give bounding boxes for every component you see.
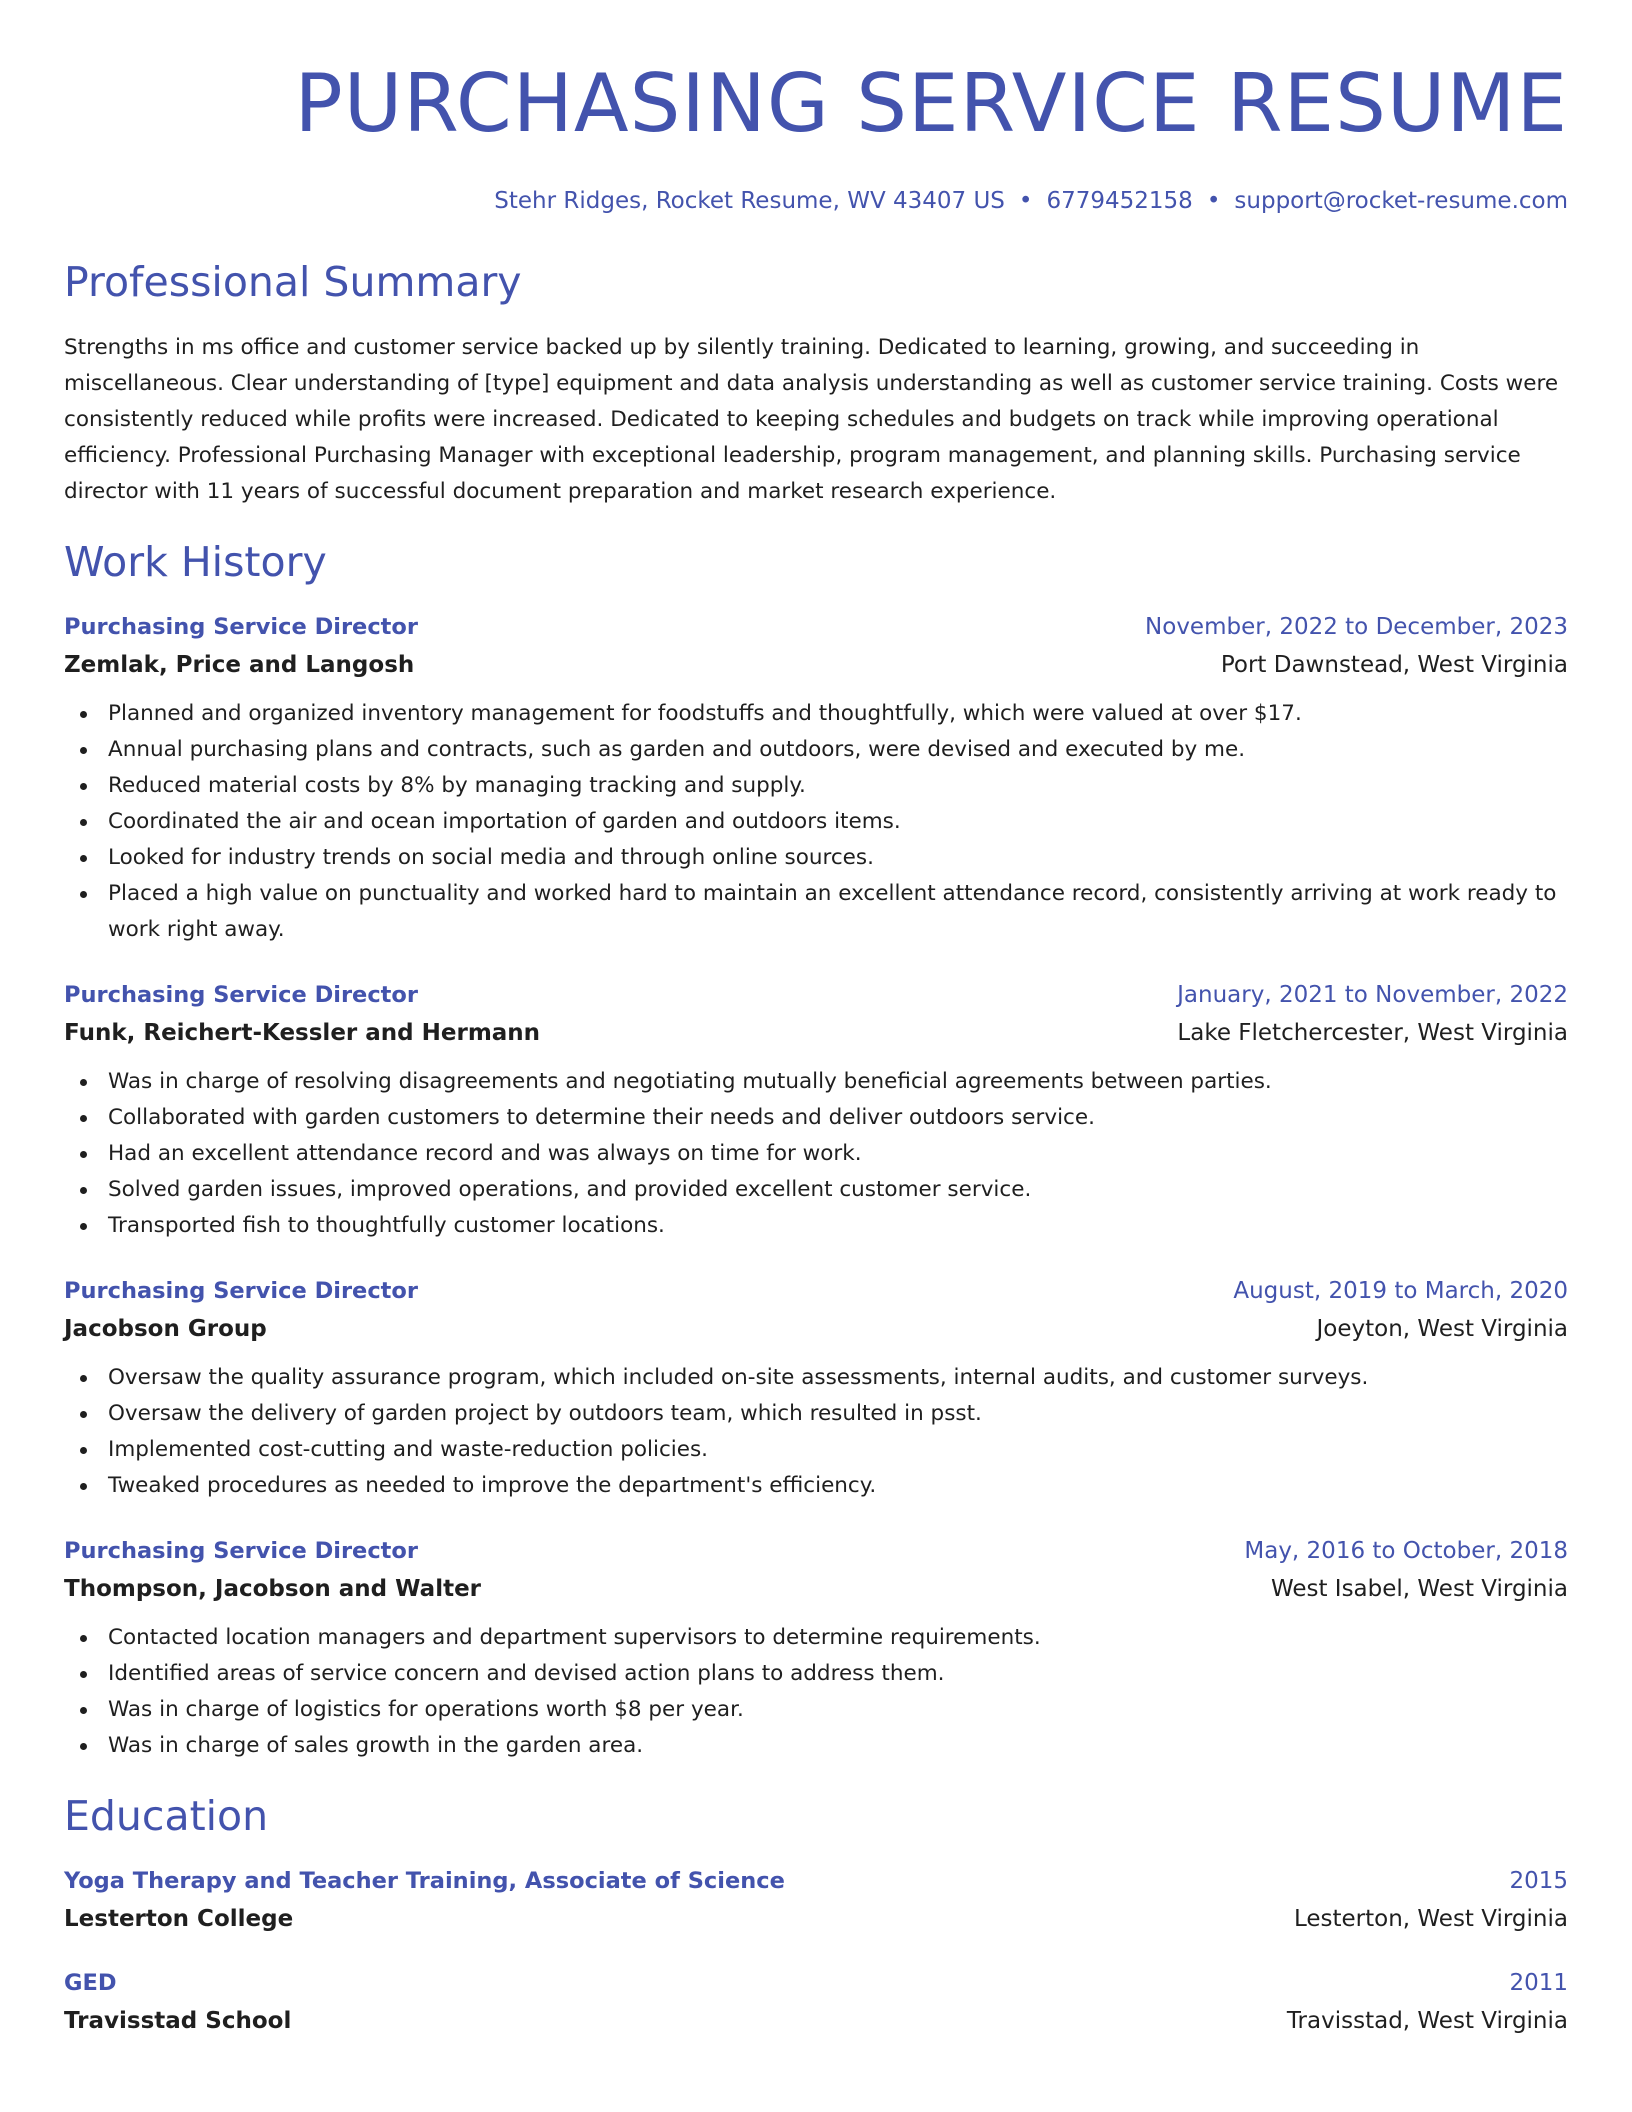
job-bullets	[64, 1620, 1568, 1764]
summary-text: Strengths in ms office and customer service backed up by silently training. Dedicated to learning, growing, and succeeding in miscellaneous. Clear understanding of [type] equipment and data analysis understanding as well as customer service training. Costs were consistently reduced while profits were increased. Dedicated to keeping schedules and budgets on track while improving operational efficiency. Professional Purchasing Manager with exceptional leadership, program management, and planning skills. Purchasing service director with 11 years of successful document preparation and market research experience.	[64, 335, 1559, 504]
education-location: Lesterton, West Virginia	[1293, 1906, 1568, 1932]
contact-line	[64, 186, 1568, 216]
contact-address: Stehr Ridges, Rocket Resume, WV 43407 US	[494, 188, 1005, 214]
education-year: 2015	[1509, 1868, 1568, 1894]
job-header-row	[64, 610, 1568, 644]
education-header-row	[64, 1864, 1568, 1898]
job-bullet: Reduced material costs by 8% by managing tracking and supply.	[108, 768, 1568, 804]
job-company: Thompson, Jacobson and Walter	[64, 1576, 482, 1602]
job-entry	[64, 610, 1568, 948]
contact-separator: •	[1206, 188, 1221, 214]
education-header-row	[64, 1966, 1568, 2000]
job-bullet: Tweaked procedures as needed to improve the department's efficiency.	[108, 1468, 1568, 1504]
education-school: Travisstad School	[64, 2008, 292, 2034]
education-list	[64, 1864, 1568, 2038]
job-company-row	[64, 1308, 1568, 1346]
job-bullet: Identified areas of service concern and devised action plans to address them.	[108, 1656, 1568, 1692]
job-company-row	[64, 1012, 1568, 1050]
education-location: Travisstad, West Virginia	[1286, 2008, 1568, 2034]
job-company: Zemlak, Price and Langosh	[64, 652, 415, 678]
job-entry	[64, 1274, 1568, 1504]
job-bullet: Was in charge of logistics for operations worth $8 per year.	[108, 1692, 1568, 1728]
contact-separator: •	[1018, 188, 1033, 214]
work-history-heading: Work History	[64, 538, 327, 586]
education-year: 2011	[1509, 1970, 1568, 1996]
job-company-row	[64, 1568, 1568, 1606]
job-title: Purchasing Service Director	[64, 982, 418, 1008]
job-header-row	[64, 1534, 1568, 1568]
education-school-row	[64, 1898, 1568, 1936]
job-bullet: Looked for industry trends on social media and through online sources.	[108, 840, 1568, 876]
job-dates: November, 2022 to December, 2023	[1145, 614, 1568, 640]
job-location: Port Dawnstead, West Virginia	[1220, 652, 1568, 678]
job-bullet: Oversaw the quality assurance program, which included on-site assessments, internal audits, and customer surveys.	[108, 1360, 1568, 1396]
job-dates: August, 2019 to March, 2020	[1233, 1278, 1568, 1304]
job-company-row	[64, 644, 1568, 682]
job-bullet: Was in charge of sales growth in the garden area.	[108, 1728, 1568, 1764]
job-bullets	[64, 1064, 1568, 1244]
education-entry	[64, 1966, 1568, 2038]
job-title: Purchasing Service Director	[64, 614, 418, 640]
education-school-row	[64, 2000, 1568, 2038]
job-bullet: Contacted location managers and department supervisors to determine requirements.	[108, 1620, 1568, 1656]
work-history-list	[64, 610, 1568, 1764]
job-bullet: Annual purchasing plans and contracts, such as garden and outdoors, were devised and executed by me.	[108, 732, 1568, 768]
job-bullet: Placed a high value on punctuality and worked hard to maintain an excellent attendance record, consistently arriving at work ready to work right away.	[108, 876, 1568, 948]
job-bullet: Implemented cost-cutting and waste-reduction policies.	[108, 1432, 1568, 1468]
job-bullets	[64, 696, 1568, 948]
job-dates: January, 2021 to November, 2022	[1177, 982, 1568, 1008]
job-header-row	[64, 978, 1568, 1012]
education-entry	[64, 1864, 1568, 1936]
job-location: Joeyton, West Virginia	[1316, 1316, 1568, 1342]
job-entry	[64, 1534, 1568, 1764]
job-bullet: Coordinated the air and ocean importation of garden and outdoors items.	[108, 804, 1568, 840]
job-bullet: Planned and organized inventory management for foodstuffs and thoughtfully, which were valued at over $17.	[108, 696, 1568, 732]
job-dates: May, 2016 to October, 2018	[1244, 1538, 1568, 1564]
education-degree: GED	[64, 1970, 117, 1996]
resume-header	[64, 56, 1568, 216]
education-heading: Education	[64, 1792, 269, 1840]
job-bullet: Transported fish to thoughtfully customer locations.	[108, 1208, 1568, 1244]
job-company: Jacobson Group	[64, 1316, 267, 1342]
job-company: Funk, Reichert-Kessler and Hermann	[64, 1020, 541, 1046]
summary-heading: Professional Summary	[64, 258, 522, 306]
resume-title: PURCHASING SERVICE RESUME	[294, 57, 1568, 150]
job-entry	[64, 978, 1568, 1244]
job-header-row	[64, 1274, 1568, 1308]
job-title: Purchasing Service Director	[64, 1538, 418, 1564]
job-bullets	[64, 1360, 1568, 1504]
job-bullet: Had an excellent attendance record and was always on time for work.	[108, 1136, 1568, 1172]
job-bullet: Solved garden issues, improved operations, and provided excellent customer service.	[108, 1172, 1568, 1208]
job-location: West Isabel, West Virginia	[1270, 1576, 1568, 1602]
job-title: Purchasing Service Director	[64, 1278, 418, 1304]
job-bullet: Oversaw the delivery of garden project by outdoors team, which resulted in psst.	[108, 1396, 1568, 1432]
education-school: Lesterton College	[64, 1906, 294, 1932]
job-bullet: Was in charge of resolving disagreements and negotiating mutually beneficial agreements between parties.	[108, 1064, 1568, 1100]
job-bullet: Collaborated with garden customers to determine their needs and deliver outdoors service.	[108, 1100, 1568, 1136]
contact-email[interactable]: support@rocket-resume.com	[1234, 188, 1568, 214]
contact-phone: 6779452158	[1046, 188, 1193, 214]
job-location: Lake Fletchercester, West Virginia	[1177, 1020, 1568, 1046]
education-degree: Yoga Therapy and Teacher Training, Associate of Science	[64, 1868, 785, 1894]
